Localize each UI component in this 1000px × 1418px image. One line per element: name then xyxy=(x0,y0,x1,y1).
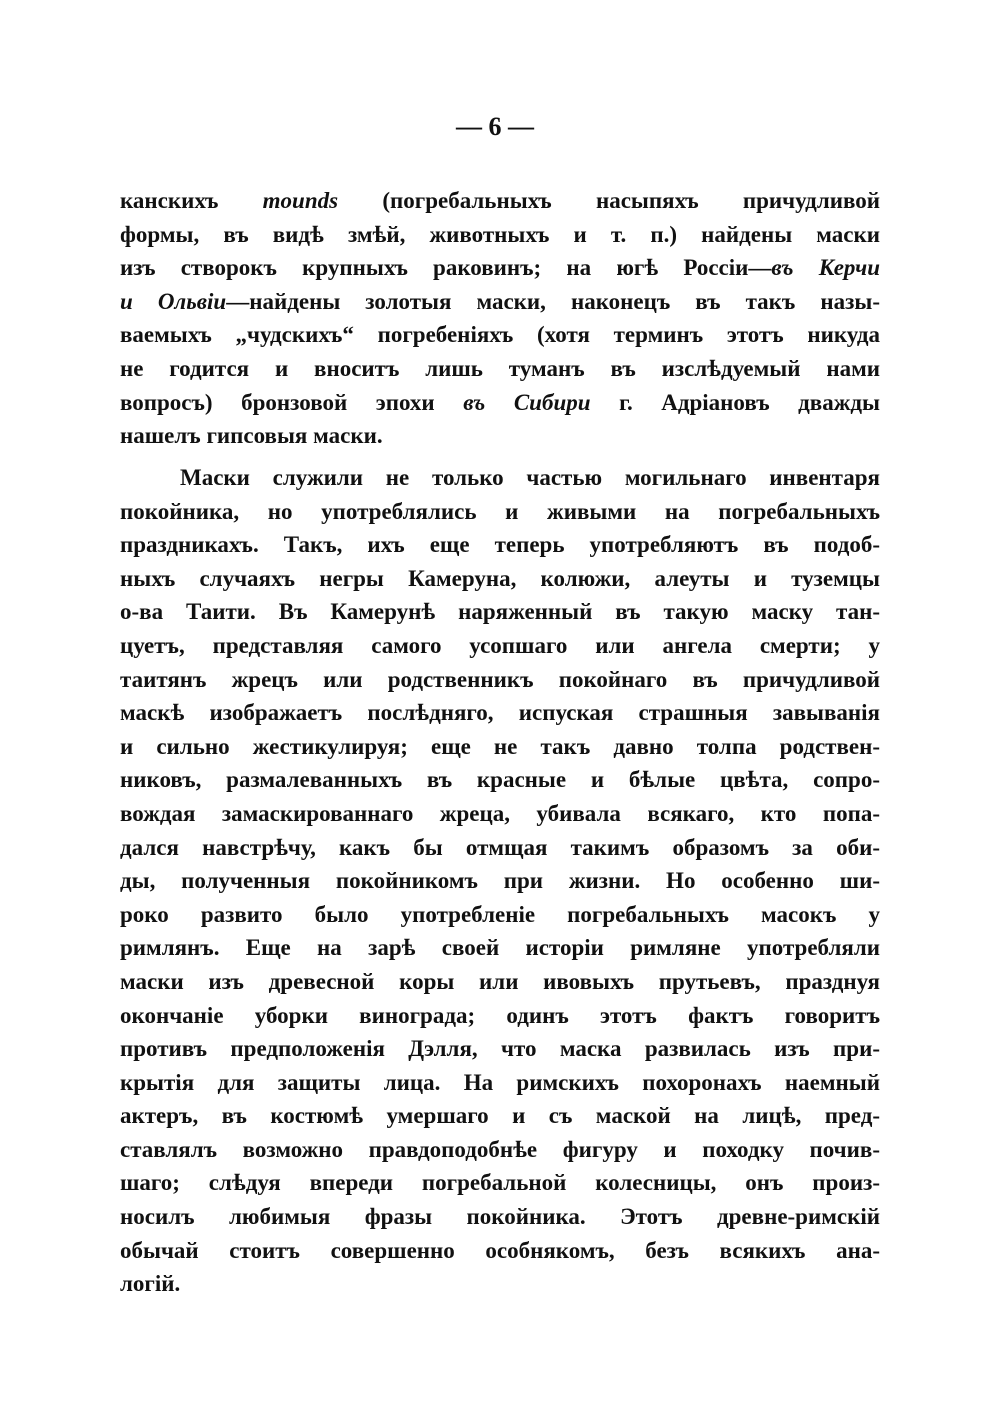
text-line: окончаніе уборки винограда; одинъ этотъ фактъ говоритъ xyxy=(120,1002,880,1028)
text-line: роко развито было употребленіе погребальныхъ масокъ у xyxy=(120,901,880,927)
text-line: о-ва Таити. Въ Камерунѣ наряженный въ такую маску тан- xyxy=(120,599,880,625)
page-number: — 6 — xyxy=(456,112,534,141)
text-line: маскѣ изображаетъ послѣдняго, испуская страшныя завыванія xyxy=(120,700,880,726)
text-line: крытія для защиты лица. На римскихъ похоронахъ наемный xyxy=(120,1069,880,1095)
text-line: и сильно жестикулируя; еще не такъ давно толпа родствен- xyxy=(120,733,880,759)
text-line: маски изъ древесной коры или ивовыхъ прутьевъ, празднуя xyxy=(120,968,880,994)
text-line: логій. xyxy=(120,1271,181,1297)
text-line: ныхъ случаяхъ негры Камеруна, колюжи, алеуты и туземцы xyxy=(120,565,880,591)
text-line: никовъ, размалеванныхъ въ красные и бѣлые цвѣта, сопро- xyxy=(120,767,880,793)
text-line: противъ предположенія Дэлля, что маска развилась изъ при- xyxy=(120,1036,880,1062)
text-line: дался навстрѣчу, какъ бы отмщая такимъ образомъ за оби- xyxy=(120,834,880,860)
text-line: нашелъ гипсовыя маски. xyxy=(120,423,383,449)
text-line: обычай стоитъ совершенно особнякомъ, безъ всякихъ ана- xyxy=(120,1237,880,1263)
text-line: праздникахъ. Такъ, ихъ еще теперь употребляютъ въ подоб- xyxy=(120,532,880,558)
text-line: формы, въ видѣ змѣй, животныхъ и т. п.) найдены маски xyxy=(120,221,880,247)
text-line: Маски служили не только частью могильнаго инвентаря xyxy=(180,465,880,490)
text-line: актеръ, въ костюмѣ умершаго и съ маской на лицѣ, пред- xyxy=(120,1103,880,1129)
text-line: ставлялъ возможно правдоподобнѣе фигуру и походку почив- xyxy=(120,1136,880,1162)
text-line: шаго; слѣдуя впереди погребальной колесницы, онъ произ- xyxy=(120,1170,880,1196)
text-line: ваемыхъ „чудскихъ“ погребеніяхъ (хотя терминъ этотъ никуда xyxy=(120,322,880,348)
text-line: цуетъ, представляя самого усопшаго или ангела смерти; у xyxy=(120,632,880,658)
text-line: вопросъ) бронзовой эпохи въ Сибири г. Адріановъ дважды xyxy=(120,389,880,415)
text-line: покойника, но употреблялись и живыми на погребальныхъ xyxy=(120,498,880,524)
text-line: вождая замаскированнаго жреца, убивала всякаго, кто попа- xyxy=(120,800,880,826)
paragraph-1 xyxy=(120,184,880,453)
text-line: ды, полученныя покойникомъ при жизни. Но особенно ши- xyxy=(120,868,880,894)
text-line: таитянъ жрецъ или родственникъ покойнаго въ причудливой xyxy=(120,666,880,692)
text-line: изъ створокъ крупныхъ раковинъ; на югѣ Россіи—въ Керчи xyxy=(120,255,880,281)
text-line: и Ольвіи—найдены золотыя маски, наконецъ въ такъ назы- xyxy=(120,288,880,314)
text-line: канскихъ mounds (погребальныхъ насыпяхъ причудливой xyxy=(120,188,880,213)
text-line: римлянъ. Еще на зарѣ своей исторіи римляне употребляли xyxy=(120,935,880,961)
text-line: не годится и вноситъ лишь туманъ въ изслѣдуемый нами xyxy=(120,355,880,381)
paragraph-2 xyxy=(120,461,880,1301)
text-line: носилъ любимыя фразы покойника. Этотъ древне-римскій xyxy=(120,1204,880,1230)
